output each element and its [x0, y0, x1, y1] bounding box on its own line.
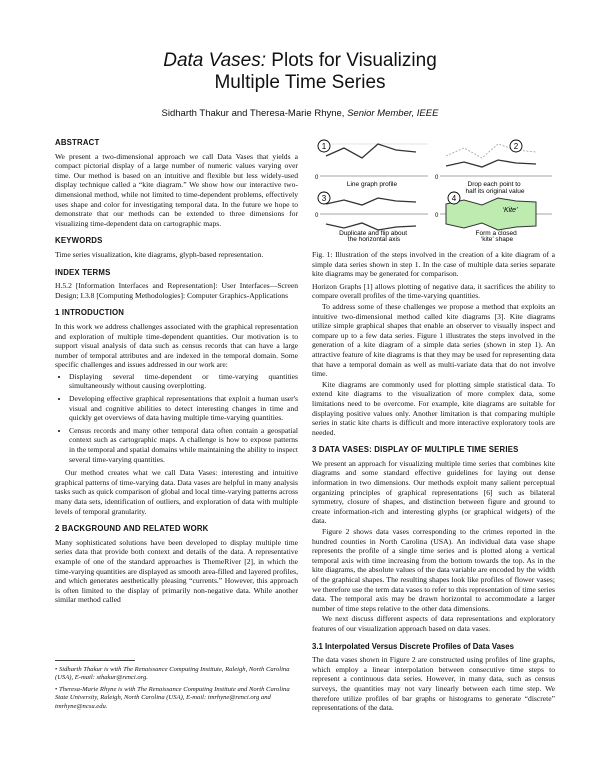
paragraph: Horizon Graphs [1] allows plotting of negative data, it sacrifices the ability to compare overall profiles of the time-varying quantities.	[312, 281, 555, 301]
svg-text:Drop each point to hal: Drop each point to half its original value	[465, 181, 525, 195]
intro-paragraph: In this work we address challenges associated with the graphical representation and exploration of multiple time-dependent quantities. Our motivation is to support visual analysis of data such as census records that can have a large number of temporal attributes and are indexed in the temporal domain. Some specific challenges and issues addressed in our work are:	[55, 321, 298, 370]
paragraph: To address some of these challenges we propose a method that exploits an intuitive two-dimensional method called kite diagrams [3]. Kite diagrams utilize simple graphical shapes that enable an observer to visually inspect and compare up to a few data series. Figure 1 illustrates the steps involved in the generation of a kite diagram of a simple data series (shown in step 1). An attractive feature of kite diagrams is that they may be used for representing data that have a temporal domain as well as multi-variate data that do not involve time.	[312, 301, 555, 379]
footnote-2: Theresa-Marie Rhyne is with The Renaissance Computing Institute and North Carolina State University, Raleigh, North Carolina (USA), E-mail: tmrhyne@renci.org and tmrhyne@ncsu.edu.	[55, 685, 290, 710]
index-terms-text: H.5.2 [Information Interfaces and Representation]: User Interfaces—Screen Design; I.3.8 [Computing Methodologies]: Computer Graphics-Applications	[55, 281, 298, 300]
index-terms-heading: INDEX TERMS	[55, 267, 111, 277]
abstract-heading: ABSTRACT	[55, 138, 100, 147]
paragraph: We next discuss different aspects of data representations and exploratory features of our visualization approach based on data vases.	[312, 614, 555, 633]
svg-text:Line graph profile: Line graph profile	[346, 181, 398, 188]
subsection-3-1-heading: 3.1 Interpolated Versus Discrete Profiles of Data Vases	[312, 641, 514, 651]
figure-1-graphic	[312, 136, 555, 242]
svg-text:0: 0	[435, 213, 439, 219]
svg-text:0: 0	[315, 175, 319, 181]
left-column	[55, 138, 298, 606]
keywords-text: Time series visualization, kite diagrams, glyph-based representation.	[55, 249, 264, 259]
panel-2	[435, 140, 552, 195]
svg-text:2: 2	[513, 142, 519, 151]
keywords-heading: KEYWORDS	[55, 236, 103, 246]
background-heading: 2 BACKGROUND AND RELATED WORK	[55, 524, 209, 534]
paragraph: We present an approach for visualizing multiple time series that combines kite diagrams and some standard effective guidelines for laying out dense information in two dimensions. Our methods exploit many salient perceptual organizing principles of graphical representations [6] such as bilateral symmetry, closure of shapes, and distinction between figure and ground to create information-rich and interesting glyphs (or graphical widgets) of the data.	[312, 458, 555, 526]
footnote-1: Sidharth Thakur is with The Renaissance Computing Institute, Raleigh, North Carolina (USA), E-mail: sthakur@renci.org.	[55, 666, 290, 682]
intro-bullets	[55, 372, 298, 464]
footnotes: • Sidharth Thakur is with The Renaissance Computing Institute, Raleigh, North Carolina (USA), E-mail: sthakur@renci.org. • Theresa-Marie Rhyne is with The Renaissance Computing Institute and North Carolina State University, Raleigh, North Carolina (USA), E-mail: tmrhyne@renci.org and tmrhyne@ncsu.edu.	[55, 660, 298, 711]
svg-text:4: 4	[451, 194, 457, 203]
svg-text:1: 1	[321, 142, 327, 151]
list-item: • Developing effective graphical representations that exploit a human user's visual and cognitive abilities to detect interesting changes in time and quickly get overviews of data having multiple time-varying quantities.	[69, 394, 298, 423]
list-item: • Displaying several time-dependent or time-varying quantities simultaneously without causing overplotting.	[69, 372, 298, 391]
background-paragraph: Many sophisticated solutions have been developed to display multiple time series data that provide both context and details of the data. A representative example of one of the standard approaches is ThemeRiver [2], in which the time-varying quantities are displayed as smooth area-filled and layered profiles, and which generates aesthetically pleasing “currents.” However, this approach is often limited to the display of primarily non-negative data. While another similar method called	[55, 537, 298, 605]
panel-4	[435, 192, 552, 242]
figure-caption: Fig. 1: Illustration of the steps involved in the creation of a kite diagram of a simple data series shown in step 1. In the case of multiple data series separate kite diagrams may be generated for comparison.	[312, 250, 555, 279]
abstract-text: We present a two-dimensional approach we call Data Vases that yields a compact pictorial display of a large number of numeric values varying over time. Our method is based on an intuitive and flexible but less widely-used display technique called a “kite diagram.” We show how our interactive two-dimensional method, while not limited to time-dependent problems, effectively uses shape and color for investigating temporal data. In the future we hope to demonstrate that our methods can be extended to three dimensions for visualizing time-dependent data on cartographic maps.	[55, 151, 298, 228]
paragraph: The data vases shown in Figure 2 are constructed using profiles of line graphs, which employ a linear interpolation between consecutive time steps to represent a continuous data series. However, in many data, such as census surveys, the quantities may not vary linearly between each time step. We therefore utilize profiles of bar graphs or histograms to generate “discrete” representations of the data.	[312, 655, 555, 713]
svg-text:0: 0	[435, 175, 439, 181]
svg-text:Duplicate and flip about: Duplicate and flip about the horizontal axis	[339, 230, 408, 242]
list-item: • Census records and many other temporal data often contain a geospatial context such as cartographic maps. A challenge is how to expose patterns in the temporal and spatial domains while maintaining the ability to inspect several time-varying quantities.	[69, 426, 298, 464]
panel-3	[315, 192, 428, 242]
figure-1	[312, 136, 555, 242]
paper-title: Data Vases: Plots for Visualizing Multiple Time Series	[163, 50, 437, 93]
intro-heading: 1 INTRODUCTION	[55, 308, 125, 318]
authors: Sidharth Thakur and Theresa-Marie Rhyne, Senior Member, IEEE	[161, 108, 439, 119]
intro-paragraph-2: Our method creates what we call Data Vases: interesting and intuitive graphical patterns of time-varying data. Data vases are helpful in many analysis tasks such as quick comparison of global and local time-varying patterns across many data sets, identification of outliers, and exploration of data with multiple levels of temporal granularity.	[55, 468, 298, 516]
svg-text:0: 0	[315, 213, 319, 219]
panel-1	[315, 140, 428, 188]
paragraph: Figure 2 shows data vases corresponding to the crimes reported in the hundred counties in North Carolina (USA). An individual data vase shape represents the profile of a single time series and is plotted along a vertical temporal axis with time increasing from the bottom towards the top. As in the kite diagrams, the absolute values of the data variable are encoded by the width of the graphical shapes. The resulting shapes look like profiles of flower vases; we therefore use the term data vases to refer to this representation of time series data. The temporal axis may be drawn horizontal to accommodate a larger number of time steps relative to the other data dimensions.	[312, 527, 555, 613]
right-column	[312, 250, 555, 714]
svg-text:‘Kite’: ‘Kite’	[502, 207, 518, 214]
svg-text:Form a closed ‘kite’ s: Form a closed ‘kite’ shape	[475, 230, 517, 242]
section-3-heading: 3 DATA VASES: DISPLAY OF MULTIPLE TIME SERIES	[312, 445, 519, 455]
paragraph: Kite diagrams are commonly used for plotting simple statistical data. To extend kite diagrams to the visualization of more complex data, some limitations need to be overcome. For example, kite diagrams are suitable for displaying positive values only. Another limitation is that comparing multiple series in static kite charts is difficult and more interactive exploratory tools are needed.	[312, 379, 555, 437]
svg-text:3: 3	[321, 194, 327, 203]
